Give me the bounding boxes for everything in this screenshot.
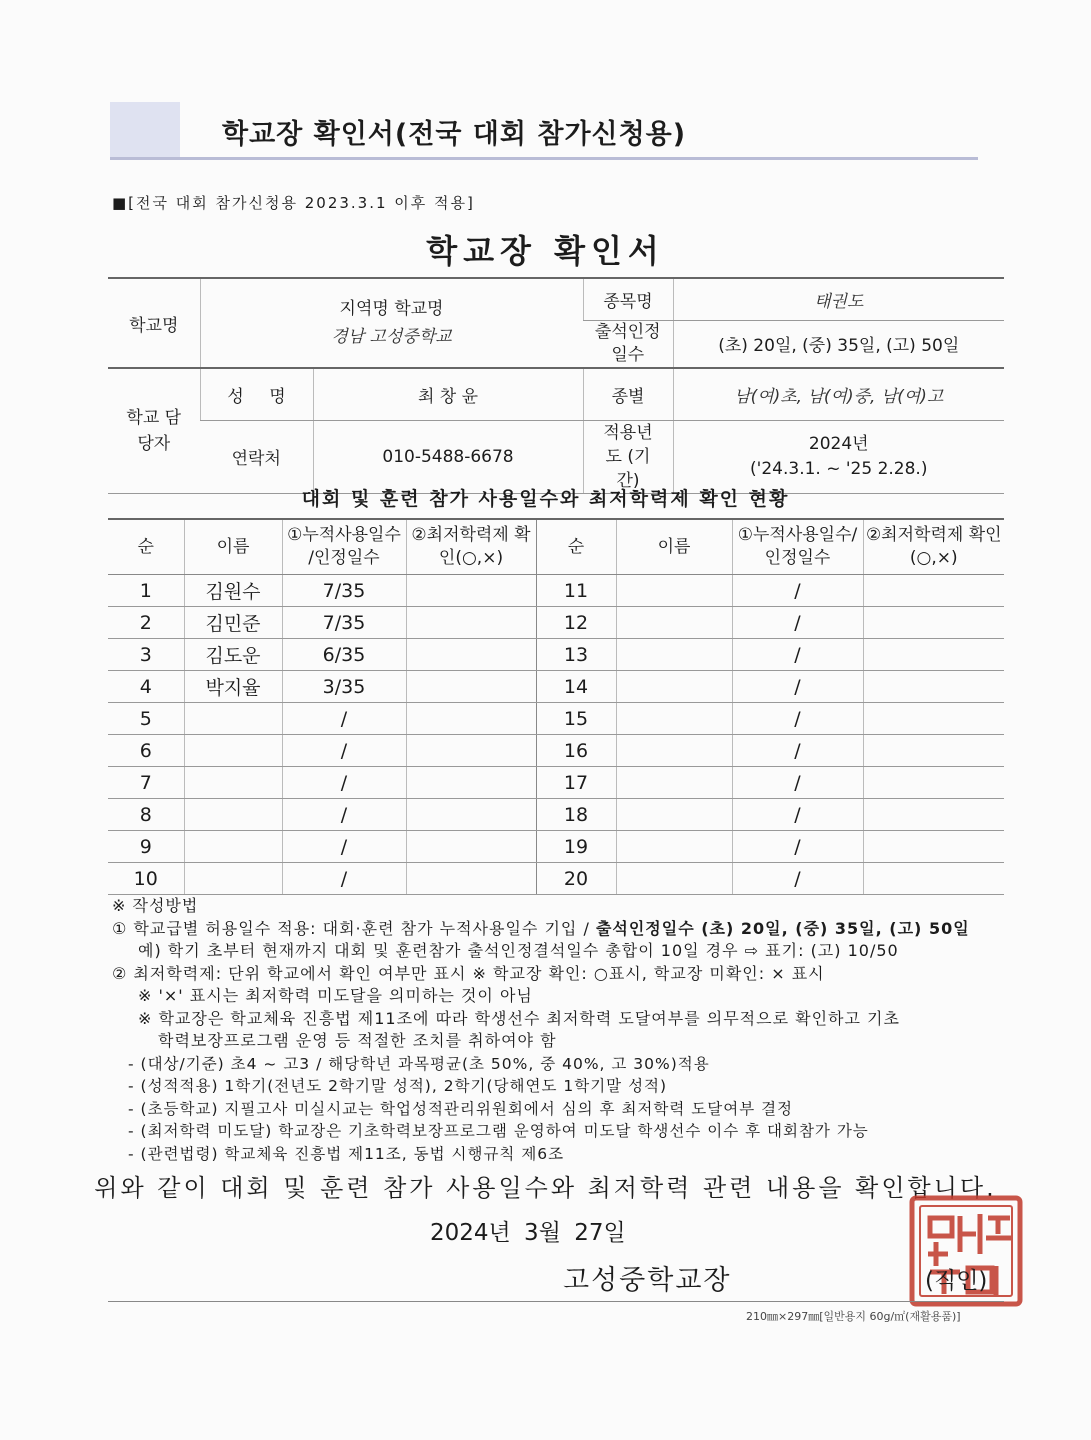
row-no-right: 18 [536,799,616,831]
school-header: 지역명 학교명 [339,299,444,319]
header-check-left: ②최저학력제 확인(○,×) [406,519,536,575]
row-days-left: / [282,799,406,831]
row-check-right [863,735,1004,767]
note-2: ② 최저학력제: 단위 학교에서 확인 여부만 표시 ※ 학교장 확인: ○표시, 학교장 미확인: × 표시 [112,963,825,983]
row-check-left [406,735,536,767]
row-name-left [184,735,282,767]
row-check-left [406,703,536,735]
row-check-left [406,767,536,799]
header-name-left: 이름 [184,519,282,575]
row-days-left: 7/35 [282,607,406,639]
seal-mark: (직인) [925,1268,988,1294]
row-days-right: / [732,639,863,671]
banner-underline [110,157,978,160]
header-no-left: 순 [108,519,184,575]
row-name-left [184,863,282,895]
note-1 [112,918,1012,941]
attendance-label-text: 출석인정일수 [594,321,661,365]
row-check-left [406,575,536,607]
form-note: ■[전국 대회 참가신청용 2023.3.1 이후 적용] [112,194,475,212]
row-name-right [616,767,732,799]
contact-value: 010-5488-6678 [313,420,583,493]
row-no-left: 8 [108,799,184,831]
row-name-left [184,799,282,831]
row-name-right [616,607,732,639]
detail-3: - (초등학교) 지필고사 미실시교는 학업성적관리위원회에서 심의 후 최저학력 도달여부 결정 [128,1099,794,1118]
paper-spec: 210㎜×297㎜[일반용지 60g/㎡(재활용품)] [746,1310,961,1323]
row-days-left: 6/35 [282,639,406,671]
info-table [108,277,1004,494]
name-label: 성 명 [200,368,313,420]
row-check-left [406,831,536,863]
row-days-right: / [732,607,863,639]
banner-title: 학교장 확인서(전국 대회 참가신청용) [222,119,687,150]
note-1a: ① 학교급별 허용일수 적용: 대회·훈련 참가 누적사용일수 기입 / [112,918,596,938]
detail-5: - (관련법령) 학교체육 진흥법 제11조, 동법 시행규칙 제6조 [128,1144,565,1163]
table-row [108,671,1004,703]
row-name-left: 김도운 [184,639,282,671]
section-title: 대회 및 훈련 참가 사용일수와 최저학력제 확인 현황 [301,488,790,510]
gender-value: 남(여)초, 남(여)중, 남(여)고 [673,368,1004,420]
row-check-right [863,607,1004,639]
table-row [108,735,1004,767]
table-row [108,799,1004,831]
row-no-left: 9 [108,831,184,863]
year-value: 2024년 [808,433,869,454]
confirm-statement: 위와 같이 대회 및 훈련 참가 사용일수와 최저학력 관련 내용을 확인합니다. [94,1174,997,1202]
row-days-right: / [732,799,863,831]
detail-1: - (대상/기준) 초4 ~ 고3 / 해당학년 과목평균(초 50%, 중 40%, 고 30%)적용 [128,1054,710,1073]
school-label: 학교명 [108,278,200,368]
row-name-right [616,863,732,895]
row-no-left: 2 [108,607,184,639]
table-row [108,575,1004,607]
row-no-right: 16 [536,735,616,767]
row-days-left: / [282,767,406,799]
header-check-right: ②최저학력제 확인(○,×) [863,519,1004,575]
row-check-right [863,863,1004,895]
row-no-right: 13 [536,639,616,671]
header-no-right: 순 [536,519,616,575]
row-check-right [863,639,1004,671]
table-row [108,863,1004,895]
row-name-right [616,671,732,703]
table-row [108,607,1004,639]
row-name-right [616,831,732,863]
row-name-left [184,767,282,799]
row-days-left: 7/35 [282,575,406,607]
school-cell [200,278,583,368]
row-check-right [863,703,1004,735]
row-name-left: 김원수 [184,575,282,607]
row-check-right [863,831,1004,863]
row-no-right: 11 [536,575,616,607]
row-no-left: 7 [108,767,184,799]
table-row [108,831,1004,863]
row-days-right: / [732,735,863,767]
row-no-left: 1 [108,575,184,607]
row-no-right: 20 [536,863,616,895]
row-check-left [406,607,536,639]
header-days-right: ①누적사용일수/ 인정일수 [732,519,863,575]
table-header-row [108,519,1004,575]
notes-heading: ※ 작성방법 [112,896,199,915]
table-row [108,639,1004,671]
row-days-right: / [732,703,863,735]
row-check-right [863,671,1004,703]
row-name-left: 김민준 [184,607,282,639]
table-row [108,767,1004,799]
row-no-left: 6 [108,735,184,767]
row-days-left: / [282,831,406,863]
row-no-right: 19 [536,831,616,863]
row-no-right: 17 [536,767,616,799]
row-name-left [184,831,282,863]
principal-name: 고성중학교장 [563,1265,732,1296]
row-check-left [406,671,536,703]
document-title: 학교장 확인서 [426,232,665,270]
row-check-left [406,799,536,831]
note-2b: ※ 학교장은 학교체육 진흥법 제11조에 따라 학생선수 최저학력 도달여부를 의무적으로 확인하고 기초 [138,1008,900,1028]
row-days-left: 3/35 [282,671,406,703]
table-row [108,703,1004,735]
row-no-left: 5 [108,703,184,735]
row-check-right [863,799,1004,831]
row-no-left: 4 [108,671,184,703]
sport-value: 태권도 [673,278,1004,320]
row-name-right [616,703,732,735]
row-name-left [184,703,282,735]
row-check-right [863,767,1004,799]
name-value: 최 창 윤 [313,368,583,420]
attendance-value: (초) 20일, (중) 35일, (고) 50일 [673,320,1004,368]
row-days-left: / [282,735,406,767]
row-name-right [616,799,732,831]
sport-label: 종목명 [583,278,673,320]
row-days-right: / [732,863,863,895]
manager-label-text: 학교 담당자 [126,407,182,454]
row-name-right [616,735,732,767]
year-label-text: 적용년도 (기간) [603,422,653,491]
contact-label: 연락처 [200,420,313,493]
manager-label [108,368,200,493]
note-1b: 출석인정일수 (초) 20일, (중) 35일, (고) 50일 [595,918,970,938]
row-days-right: / [732,575,863,607]
row-check-left [406,639,536,671]
attendance-table [108,518,1004,895]
note-2a: ※ '×' 표시는 최저학력 미도달을 의미하는 것이 아님 [138,986,533,1005]
instructions [112,895,1012,1165]
row-no-right: 14 [536,671,616,703]
gender-label: 종별 [583,368,673,420]
row-name-left: 박지율 [184,671,282,703]
attendance-label [583,320,673,368]
banner-accent [110,102,180,158]
year-cell [673,420,1004,493]
note-2c: 학력보장프로그램 운영 등 적절한 조치를 취하여야 함 [158,1031,557,1050]
header-days-left: ①누적사용일수 /인정일수 [282,519,406,575]
row-no-left: 3 [108,639,184,671]
school-value: 경남 고성중학교 [331,327,452,347]
row-no-right: 12 [536,607,616,639]
row-days-left: / [282,703,406,735]
row-name-right [616,575,732,607]
row-check-left [406,863,536,895]
detail-2: - (성적적용) 1학기(전년도 2학기말 성적), 2학기(당해연도 1학기말 성적) [128,1077,668,1095]
row-days-left: / [282,863,406,895]
row-days-right: / [732,671,863,703]
row-name-right [616,639,732,671]
bottom-rule [108,1301,1004,1302]
header-name-right: 이름 [616,519,732,575]
row-check-right [863,575,1004,607]
year-label [583,420,673,493]
row-no-left: 10 [108,863,184,895]
row-days-right: / [732,767,863,799]
row-no-right: 15 [536,703,616,735]
note-1-example: 예) 학기 초부터 현재까지 대회 및 훈련참가 출석인정결석일수 총합이 10일 경우 ⇨ 표기: (고) 10/50 [138,941,899,960]
period-value: ('24.3.1. ~ '25 2.28.) [750,458,928,479]
issue-date: 2024년 3월 27일 [430,1220,626,1246]
row-days-right: / [732,831,863,863]
detail-4: - (최저학력 미도달) 학교장은 기초학력보장프로그램 운영하여 미도달 학생선수 이수 후 대회참가 가능 [128,1122,869,1140]
